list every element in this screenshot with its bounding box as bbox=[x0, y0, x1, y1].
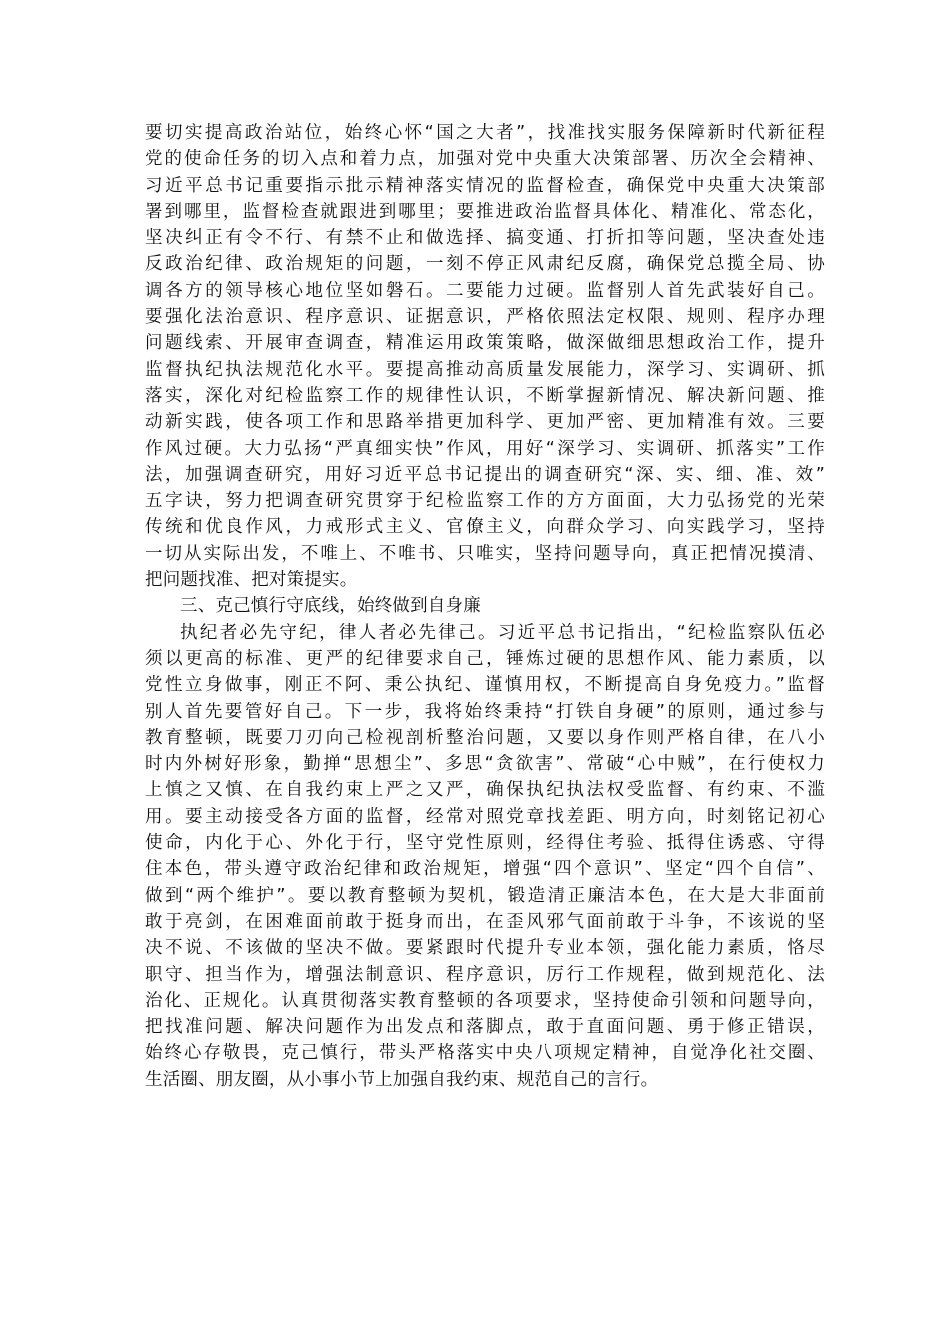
text-line: 党性立身做事，刚正不阿、秉公执纪、谨慎用权，不断提高自身免疫力。”监督 bbox=[145, 675, 825, 696]
text-line: 把问题找准、把对策提实。 bbox=[145, 570, 358, 591]
text-line: 五字诀，努力把调查研究贯穿于纪检监察工作的方方面面，大力弘扬党的光荣 bbox=[145, 491, 825, 512]
text-line: 要强化法治意识、程序意识、证据意识，严格依照法定权限、规则、程序办理 bbox=[145, 307, 825, 328]
text-line: 传统和优良作风，力戒形式主义、官僚主义，向群众学习、向实践学习，坚持 bbox=[145, 517, 825, 538]
text-line: 教育整顿，既要刀刃向己检视剖析整治问题，又要以身作则严格自律，在八小 bbox=[145, 727, 825, 748]
text-line: 始终心存敬畏，克己慎行，带头严格落实中央八项规定精神，自觉净化社交圈、 bbox=[145, 1043, 825, 1064]
text-line: 上慎之又慎、在自我约束上严之又严，确保执纪执法权受监督、有约束、不滥 bbox=[145, 780, 825, 801]
text-line: 做到“两个维护”。要以教育整顿为契机，锻造清正廉洁本色，在大是大非面前 bbox=[145, 885, 825, 906]
text-line: 坚决纠正有令不行、有禁不止和做选择、搞变通、打折扣等问题，坚决查处违 bbox=[145, 228, 825, 249]
text-line: 问题线索、开展审查调查，精准运用政策策略，做深做细思想政治工作，提升 bbox=[145, 333, 825, 354]
text-line: 住本色，带头遵守政治纪律和政治规矩，增强“四个意识”、坚定“四个自信”、 bbox=[145, 859, 825, 880]
text-line: 须以更高的标准、更严的纪律要求自己，锤炼过硬的思想作风、能力素质，以 bbox=[145, 648, 825, 669]
text-line: 作风过硬。大力弘扬“严真细实快”作风，用好“深学习、实调研、抓落实”工作 bbox=[145, 438, 825, 459]
text-line: 三、克己慎行守底线，始终做到自身廉 bbox=[180, 596, 481, 617]
text-line: 调各方的领导核心地位坚如磐石。二要能力过硬。监督别人首先武装好自己。 bbox=[145, 280, 825, 301]
text-line: 党的使命任务的切入点和着力点，加强对党中央重大决策部署、历次全会精神、 bbox=[145, 149, 825, 170]
text-line: 生活圈、朋友圈，从小事小节上加强自我约束、规范自己的言行。 bbox=[145, 1069, 659, 1090]
text-line: 反政治纪律、政治规矩的问题，一刻不停正风肃纪反腐，确保党总揽全局、协 bbox=[145, 254, 825, 275]
text-line: 执纪者必先守纪，律人者必先律己。习近平总书记指出，“纪检监察队伍必 bbox=[180, 622, 825, 643]
text-line: 决不说、不该做的坚决不做。要紧跟时代提升专业本领，强化能力素质，恪尽 bbox=[145, 938, 825, 959]
text-line: 法，加强调查研究，用好习近平总书记提出的调查研究“深、实、细、准、效” bbox=[145, 464, 825, 485]
text-line: 把找准问题、解决问题作为出发点和落脚点，敢于直面问题、勇于修正错误， bbox=[145, 1017, 825, 1038]
text-line: 敢于亮剑，在困难面前敢于挺身而出，在歪风邪气面前敢于斗争，不该说的坚 bbox=[145, 911, 825, 932]
text-line: 别人首先要管好自己。下一步，我将始终秉持“打铁自身硬”的原则，通过参与 bbox=[145, 701, 825, 722]
text-line: 治化、正规化。认真贯彻落实教育整顿的各项要求，坚持使命引领和问题导向， bbox=[145, 990, 825, 1011]
text-line: 职守、担当作为，增强法制意识、程序意识，厉行工作规程，做到规范化、法 bbox=[145, 964, 825, 985]
text-line: 一切从实际出发，不唯上、不唯书、只唯实，坚持问题导向，真正把情况摸清、 bbox=[145, 543, 825, 564]
text-line: 要切实提高政治站位，始终心怀“国之大者”，找准找实服务保障新时代新征程 bbox=[145, 123, 825, 143]
text-line: 使命，内化于心、外化于行，坚守党性原则，经得住考验、抵得住诱惑、守得 bbox=[145, 833, 825, 854]
text-line: 时内外树好形象，勤掸“思想尘”、多思“贪欲害”、常破“心中贼”，在行使权力 bbox=[145, 754, 825, 775]
text-line: 署到哪里，监督检查就跟进到哪里；要推进政治监督具体化、精准化、常态化， bbox=[145, 201, 825, 222]
text-line: 监督执纪执法规范化水平。要提高推动高质量发展能力，深学习、实调研、抓 bbox=[145, 359, 825, 380]
text-line: 落实，深化对纪检监察工作的规律性认识，不断掌握新情况、解决新问题、推 bbox=[145, 385, 825, 406]
text-line: 习近平总书记重要指示批示精神落实情况的监督检查，确保党中央重大决策部 bbox=[145, 175, 825, 196]
text-line: 用。要主动接受各方面的监督，经常对照党章找差距、明方向，时刻铭记初心 bbox=[145, 806, 825, 827]
document-body bbox=[145, 120, 825, 1093]
text-line: 动新实践，使各项工作和思路举措更加科学、更加严密、更加精准有效。三要 bbox=[145, 412, 825, 433]
